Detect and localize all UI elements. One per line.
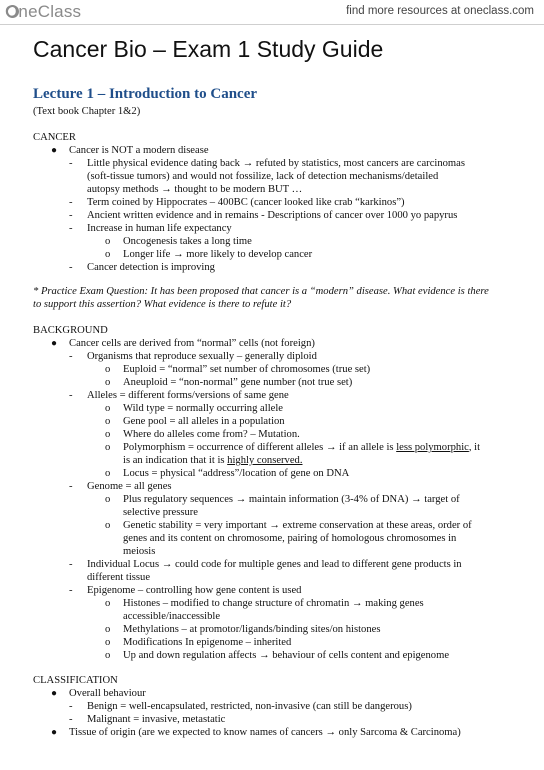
list-item: Overall behaviour xyxy=(69,688,146,699)
list-item-continuation: meiosis xyxy=(123,546,156,557)
circle-bullet-icon: o xyxy=(105,364,111,375)
list-item: Genetic stability = very important → extreme conservation at these areas, order of xyxy=(123,520,472,531)
list-item: Up and down regulation affects → behaviour of cells content and epigenome xyxy=(123,650,450,661)
dash-icon: - xyxy=(69,158,73,169)
list-item: Ancient written evidence and in remains - Descriptions of cancer over 1000 yo papyrus xyxy=(87,210,458,221)
list-item: Aneuploid = “non-normal” gene number (not true set) xyxy=(123,377,353,388)
list-item: Organisms that reproduce sexually – generally diploid xyxy=(87,351,317,362)
bullet-icon: ● xyxy=(51,727,58,738)
circle-bullet-icon: o xyxy=(105,637,111,648)
dash-icon: - xyxy=(69,701,73,712)
dash-icon: - xyxy=(69,585,73,596)
list-item-continuation: selective pressure xyxy=(123,507,199,518)
list-item: Little physical evidence dating back → refuted by statistics, most cancers are carcinomas xyxy=(87,158,465,169)
list-item: Wild type = normally occurring allele xyxy=(123,403,283,414)
list-item: Euploid = “normal” set number of chromosomes (true set) xyxy=(123,364,371,375)
text-run: is an indication that it is xyxy=(123,455,228,466)
underlined-text: highly conserved. xyxy=(227,455,303,466)
circle-bullet-icon: o xyxy=(105,403,111,414)
bullet-icon: ● xyxy=(51,338,58,349)
underlined-text: less polymorphic xyxy=(396,442,469,453)
lecture-heading: Lecture 1 – Introduction to Cancer xyxy=(33,86,258,102)
page-title: Cancer Bio – Exam 1 Study Guide xyxy=(33,36,384,62)
list-item-continuation: accessible/inaccessible xyxy=(123,611,221,622)
bullet-icon: ● xyxy=(51,688,58,699)
list-item: Plus regulatory sequences → maintain information (3-4% of DNA) → target of xyxy=(123,494,460,505)
find-resources-link[interactable]: find more resources at oneclass.com xyxy=(346,5,534,17)
list-item: Gene pool = all alleles in a population xyxy=(123,416,285,427)
list-item: Cancer cells are derived from “normal” cells (not foreign) xyxy=(69,338,315,349)
list-item-continuation: (soft-tissue tumors) and would not fossilize, lack of detection mechanisms/detailed xyxy=(87,171,439,182)
dash-icon: - xyxy=(69,714,73,725)
list-item: Longer life → more likely to develop cancer xyxy=(123,249,313,260)
list-item: Modifications In epigenome – inherited xyxy=(123,637,292,648)
circle-bullet-icon: o xyxy=(105,429,111,440)
dash-icon: - xyxy=(69,210,73,221)
circle-bullet-icon: o xyxy=(105,236,111,247)
logo-text: OneClass xyxy=(5,2,82,21)
list-item: Alleles = different forms/versions of same gene xyxy=(87,390,289,401)
header-divider xyxy=(0,24,544,25)
list-item-continuation: autopsy methods → thought to be modern BUT … xyxy=(87,184,303,195)
dash-icon: - xyxy=(69,223,73,234)
text-run: Polymorphism = occurrence of different alleles → if an allele is xyxy=(123,442,397,453)
circle-bullet-icon: o xyxy=(105,468,111,479)
dash-icon: - xyxy=(69,481,73,492)
dash-icon: - xyxy=(69,390,73,401)
list-item: Locus = physical “address”/location of gene on DNA xyxy=(123,468,350,479)
circle-bullet-icon: o xyxy=(105,520,111,531)
circle-bullet-icon: o xyxy=(105,598,111,609)
dash-icon: - xyxy=(69,559,73,570)
list-item: Increase in human life expectancy xyxy=(87,223,232,234)
bullet-icon: ● xyxy=(51,145,58,156)
section-heading-cancer: CANCER xyxy=(33,132,76,143)
list-item: Individual Locus → could code for multiple genes and lead to different gene products in xyxy=(87,559,462,570)
text-run: , it xyxy=(468,442,481,453)
section-heading-classification: CLASSIFICATION xyxy=(33,675,118,686)
list-item-continuation xyxy=(123,454,303,467)
list-item: Where do alleles come from? – Mutation. xyxy=(123,429,300,440)
list-item xyxy=(123,441,480,454)
list-item: Histones – modified to change structure of chromatin → making genes xyxy=(123,598,424,609)
dash-icon: - xyxy=(69,262,73,273)
dash-icon: - xyxy=(69,351,73,362)
list-item: Malignant = invasive, metastatic xyxy=(87,714,226,725)
circle-bullet-icon: o xyxy=(105,249,111,260)
list-item: Cancer is NOT a modern disease xyxy=(69,145,209,156)
page-header xyxy=(0,0,544,24)
list-item-continuation: genes and its content on chromosome, pairing of homologous chromosomes in xyxy=(123,533,457,544)
circle-bullet-icon: o xyxy=(105,650,111,661)
textbook-reference: (Text book Chapter 1&2) xyxy=(33,106,141,117)
list-item: Cancer detection is improving xyxy=(87,262,215,273)
practice-question: * Practice Exam Question: It has been proposed that cancer is a “modern” disease. What evidence is there xyxy=(33,286,489,297)
practice-question-continuation: to support this assertion? What evidence is there to refute it? xyxy=(33,299,292,310)
list-item: Tissue of origin (are we expected to know names of cancers → only Sarcoma & Carcinoma) xyxy=(69,727,461,738)
circle-bullet-icon: o xyxy=(105,377,111,388)
oneclass-logo[interactable] xyxy=(6,2,81,22)
circle-bullet-icon: o xyxy=(105,494,111,505)
dash-icon: - xyxy=(69,197,73,208)
circle-bullet-icon: o xyxy=(105,416,111,427)
list-item: Genome = all genes xyxy=(87,481,172,492)
list-item: Benign = well-encapsulated, restricted, non-invasive (can still be dangerous) xyxy=(87,701,412,712)
list-item: Oncogenesis takes a long time xyxy=(123,236,252,247)
circle-bullet-icon: o xyxy=(105,442,111,453)
section-heading-background: BACKGROUND xyxy=(33,325,108,336)
list-item: Term coined by Hippocrates – 400BC (cancer looked like crab “karkinos”) xyxy=(87,197,405,208)
list-item: Epigenome – controlling how gene content is used xyxy=(87,585,302,596)
circle-bullet-icon: o xyxy=(105,624,111,635)
list-item: Methylations – at promotor/ligands/binding sites/on histones xyxy=(123,624,381,635)
list-item-continuation: different tissue xyxy=(87,572,151,583)
